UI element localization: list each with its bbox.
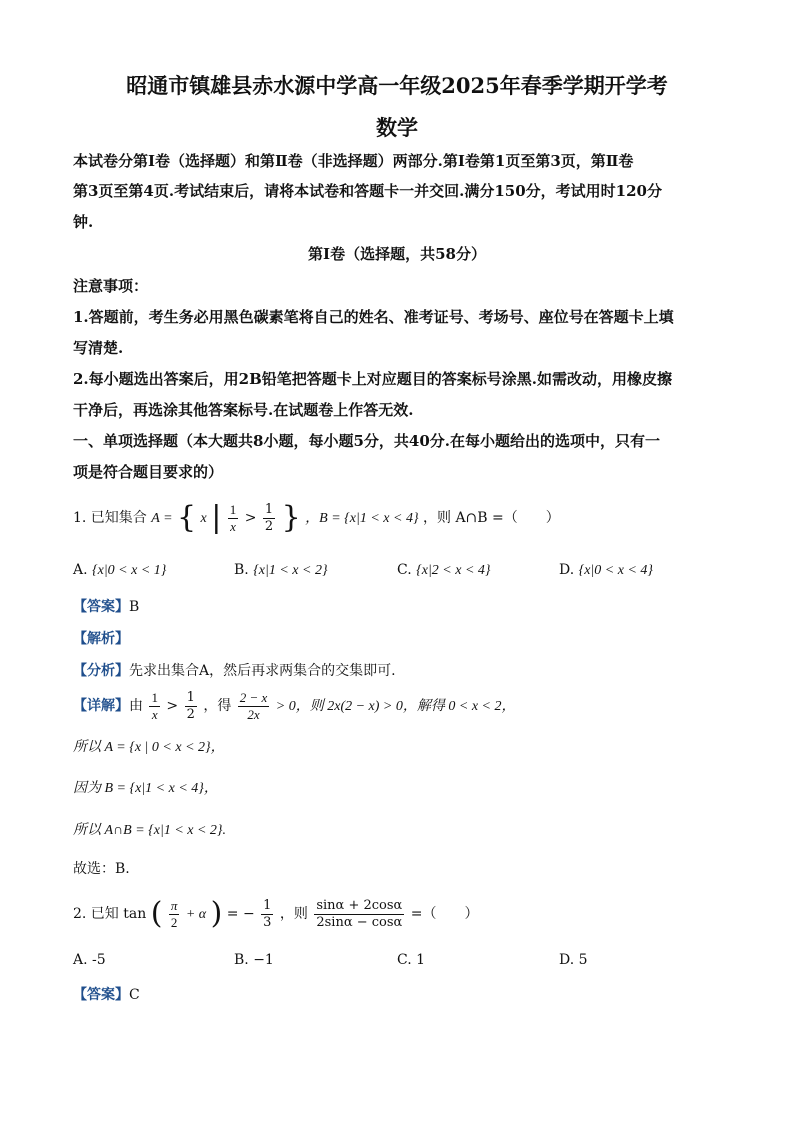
q1-option-d: D. {x|0 < x < 4} (559, 562, 654, 578)
q1-brace-right: } (281, 500, 301, 535)
question-1 (73, 500, 724, 537)
q1-detail: 【详解】由 $\frac{1}{x}$ > $\frac{1}{2}$ ，得 $\frac{2 - x}{2x}$ > 0，则 2x(2 − x) > 0，解得 0 < x < 2， (73, 689, 516, 722)
q1-step-3: 因为 B = {x|1 < x < 4}， (73, 781, 218, 796)
notice-item-1a: 1.答题前，考生务必用黑色碳素笔将自己的姓名、准考证号、考场号、座位号在答题卡上填 (73, 308, 674, 326)
q1-var-x: x (200, 511, 207, 526)
q2-option-b: B. −1 (234, 952, 274, 968)
q1-gt: > (244, 510, 257, 526)
notice-item-1b: 写清楚. (73, 339, 124, 357)
q2-option-a: A. -5 (73, 952, 106, 968)
q1-frac-2: $\frac{1}{2}$ (264, 501, 274, 534)
q1-set-b: ，B = {x|1 < x < 4} (305, 511, 419, 526)
q1-step-4: 所以 A∩B = {x|1 < x < 2}. (73, 823, 227, 838)
intro-line-2: 第3页至第4页.考试结束后，请将本试卷和答题卡一并交回.满分150分，考试用时120分 (73, 182, 662, 200)
q1-conclusion: 故选：B. (73, 861, 130, 877)
notice-heading: 注意事项： (73, 277, 149, 295)
exam-subject: 数学 (376, 115, 418, 140)
q1-detail-frac-3: $\frac{2 - x}{2x}$ (239, 689, 268, 722)
q1-brace-left: { (176, 500, 197, 535)
notice-item-2b: 干净后，再选涂其他答案标号.在试题卷上作答无效. (73, 401, 414, 419)
q2-frac-pi: $\frac{\pi}{2}$ (170, 897, 178, 930)
part1-title: 第Ⅰ卷（选择题，共58分） (308, 245, 486, 263)
q1-analysis: 【解析】 (73, 631, 129, 647)
q2-option-d: D. 5 (559, 952, 588, 968)
q1-option-b: B. {x|1 < x < 2} (234, 562, 328, 578)
q1-option-c: C. {x|2 < x < 4} (397, 562, 491, 578)
q1-tail: ，则 A∩B =（ ） (423, 510, 560, 526)
q1-answer: 【答案】B (73, 599, 140, 615)
q1-set-a-lhs: A = (151, 511, 173, 526)
q2-frac-expr: $\frac{\sin\alpha + 2\cos\alpha}{2\sin\alpha - \cos\alpha}$ (316, 897, 403, 930)
q1-bar: | (211, 500, 222, 535)
question-2: 2. 已知 tan ( $\frac{\pi}{2}$ + α ) = − $\frac{1}{3}$ ，则 $\frac{\sin\alpha + 2\cos\alpha}{2\sin\alpha - \cos\alpha}$ =（ ） (73, 896, 479, 931)
q2-tan: tan (123, 906, 147, 922)
q2-option-c: C. 1 (397, 952, 426, 968)
q1-step-2: 所以 A = {x | 0 < x < 2}， (73, 740, 225, 755)
q1-option-a: A. {x|0 < x < 1} (73, 562, 167, 578)
section1-heading-2: 项是符合题目要求的） (73, 463, 224, 481)
q1-detail-frac-1: $\frac{1}{x}$ (151, 689, 158, 722)
q1-fenxi: 【分析】先求出集合A，然后再求两集合的交集即可. (73, 663, 396, 679)
q2-frac-rhs: $\frac{1}{3}$ (263, 897, 272, 930)
q1-prefix: 1. 已知集合 (73, 510, 147, 526)
intro-line-1: 本试卷分第Ⅰ卷（选择题）和第Ⅱ卷（非选择题）两部分.第Ⅰ卷第1页至第3页，第Ⅱ卷 (73, 152, 634, 170)
q1-detail-frac-2: $\frac{1}{2}$ (186, 689, 195, 722)
intro-line-3: 钟. (73, 213, 94, 231)
exam-title: 昭通市镇雄县赤水源中学高一年级2025年春季学期开学考 (126, 73, 668, 98)
q2-answer: 【答案】C (73, 987, 140, 1003)
section1-heading-1: 一、单项选择题（本大题共8小题，每小题5分，共40分.在每小题给出的选项中，只有一 (73, 432, 660, 450)
q1-frac-1: $\frac{1}{x}$ (229, 501, 237, 534)
notice-item-2a: 2.每小题选出答案后，用2B铅笔把答题卡上对应题目的答案标号涂黑.如需改动，用橡皮擦 (73, 370, 673, 388)
